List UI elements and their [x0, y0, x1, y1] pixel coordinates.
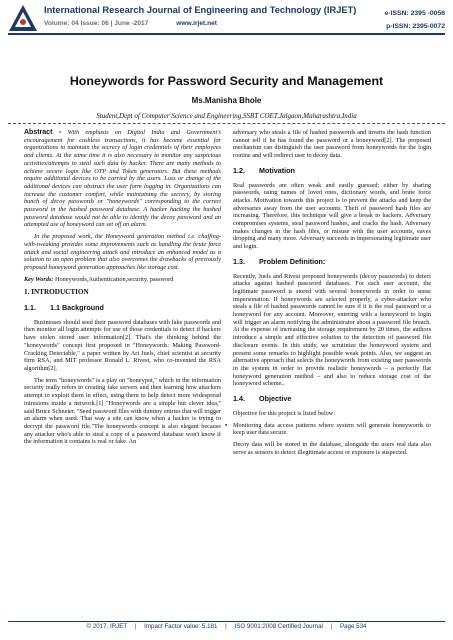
background-paragraph-2: The term "honeywords" is a play on "honeypot," which in the information security really refers to creating fake servers and then learning how attackers attempt to exploit them in effect, using them to help detect more widespread intrusions inside a network.[1] "Honeywords are a simple but clever idea," said Bruce Schneier. "Seed password files with dummy entries that will trigger an alarm when used. That way a site can know when a hacker is trying to decrypt the password file."The honeywords concept is also elegant because any attacker who's able to steal a copy of a password database won't know if the information it contains is real or fake. An [24, 376, 221, 446]
subsection-title: Problem Definition: [259, 256, 326, 266]
objective-intro: Objective for this project is listed below: [233, 409, 336, 417]
footer-page-number: Page 534 [339, 623, 367, 630]
footer-separator: | [225, 623, 227, 630]
footer-copyright: © 2017, IRJET [86, 623, 128, 630]
eissn: e-ISSN: 2395 -0056 [384, 10, 445, 17]
footer-separator: | [134, 623, 137, 630]
volume-issue: Volume: 04 Issue: 06 | June -2017 [44, 20, 149, 27]
subsection-heading-motivation [233, 167, 431, 175]
objective-bullet-1 [225, 421, 431, 437]
keywords-line [24, 276, 221, 284]
subsection-number: 1.4. [233, 394, 245, 404]
objective-bullet-1-cont: Decoy data will be stored in the database, alongside the users real data also serve as sensors to detect illegitimate access or exposure is suspected. [233, 440, 431, 456]
bullet-text: Monitoring data access patterns where system will generate honeywords to keep user data secure. [233, 421, 431, 437]
keywords-text: Honeywords,Authentication,security, password [55, 275, 174, 283]
page-footer [0, 623, 453, 630]
author-affiliation: Student,Dept of Computer Science and Engineering,SSBT COET,Jalgaon,Maharashtra,India [96, 112, 357, 120]
journal-title: International Research Journal of Engineering and Technology (IRJET) [44, 5, 357, 15]
paper-author: Ms.Manisha Bhole [191, 96, 262, 105]
paper-title: Honeywords for Password Security and Management [69, 74, 384, 88]
abstract-text: With emphasis on Digital India and Government's encouragement for cashless transactions, it has become essential for organizations to maintain the secrecy of login credentials of their employees and clients. At the same time it is also necessary to monitor any suspicious activities/attempts to steal such data by hacker. There are many methods to achieve secure login like OTP and Token generators. But these methods require additional devices to be carried by the users. Loss or change of the additional devices can obstruct the user form logging in. Organizations can increase the customer comfort, while maintaining the secrecy, by storing bunch of decoy passwords or "honeywords" corresponding to the correct password in the hashed password database. A hacker hacking the hashed password database would not be able to identify the decoy password and an attempted use of honeyword can set off an alarm. [24, 129, 221, 229]
background-paragraph-1: Businesses should seed their password databases with fake passwords and then monitor all login attempts for use of those credentials to detect if hackers have stolen stored user information[2]. That's the thinking behind the "honeywords" concept first proposed in "Honeywords: Making Password-Cracking Detectable," a paper written by Ari Juels, chief scientist at security firm RSA, and MIT professor Ronald L. Rivest, who co-invented the RSA algorithm[2]. [24, 318, 221, 372]
header-rule [8, 33, 445, 35]
motivation-paragraph: Real passwords are often weak and easily guessed; either by sharing passwords, using names of loved ones, dictionary words, and brute force attacks. Motivation towards this project is to prevent the attacks and keep the adversaries away from the user accounts. Theft of password hash files are increasing. Therefore, this technique will give a break to hackers. Adversary compromises systems, steal password hashes, and cracks the hash. Adversary makes changes in the hash files, or misuse with the user accounts, eaves dropping and many more. Adversary succeeds in impersonating legitimate user and login. [233, 181, 431, 251]
irjet-logo-icon [8, 4, 38, 33]
subsection-number: 1.1. [24, 303, 36, 313]
subsection-title: Objective [259, 394, 292, 404]
problem-paragraph: Recently, Juels and Rivest proposed honeywords (decoy passwords) to detect attacks against hashed password databases. For each user account, the legitimate password is stored with several honeywords in order to sense impersonation. If honeywords are selected properly, a cyber-attacker who steals a file of hashed passwords cannot be sure if it is the real password or a honeyword for any account. Moreover, entering with a honeyword to login will trigger an alarm notifying the administrator about a password file breach. At the expense of increasing the storage requirement by 20 times, the authors introduce a simple and effective solution to the detection of password file disclosure events. In this study, we scrutinize the honeyword system and present some remarks to highlight possible weak points. Also, we suggest an alternative approach that selects the honeywords from existing user passwords in the system in order to provide realistic honeywords – a perfectly flat honeyword generation method – and also to reduce storage cost of the honeyword scheme.. [233, 272, 431, 388]
journal-header [0, 0, 453, 40]
subsection-heading-problem [233, 258, 431, 266]
pissn: p-ISSN: 2395-0072 [386, 23, 445, 30]
footer-separator: | [330, 623, 333, 630]
subsection-number: 1.3. [233, 256, 245, 266]
issn-block [385, 7, 445, 33]
subsection-heading-background [24, 304, 221, 312]
footer-iso: ISO 9001:2008 Certified Journal [234, 623, 323, 630]
section-heading-introduction: 1. INTRODUCTION [24, 288, 89, 297]
footer-impact-factor: Impact Factor value: 5.181 [144, 623, 218, 630]
subsection-title: 1.1 Background [50, 303, 104, 313]
bullet-icon: • [225, 421, 228, 429]
continued-paragraph: adversary who steals a file of hashed passwords and inverts the hash function cannot tell if he has found the password or a honeyword[2]. The proposed mechanism can distinguish the user password from honeywords for the login routine and will redirect user to decoy data. [233, 129, 431, 160]
abstract-paragraph [24, 129, 221, 229]
journal-url-link[interactable]: www.irjet.net [176, 20, 217, 27]
right-column [225, 129, 431, 460]
subsection-heading-objective [233, 395, 431, 403]
subsection-title: Motivation [259, 165, 295, 175]
footer-rule [8, 621, 445, 622]
abstract-label: Abstract - [24, 129, 62, 136]
keywords-label: Key Words: [24, 275, 54, 283]
abstract-paragraph-2: In the proposed work, the Honeyword generation method i.e. chaffing-with-tweaking provides some improvements such as handling the brute force attack and social engineering attack and introduce an enhanced model as a solution to an open problem that also overcomes the drawbacks of previously proposed honeyword generation approaches like storage cost. [24, 233, 221, 271]
left-column [24, 129, 221, 450]
section-divider [8, 123, 445, 124]
subsection-number: 1.2. [233, 165, 245, 175]
journal-volume-line [44, 20, 217, 27]
